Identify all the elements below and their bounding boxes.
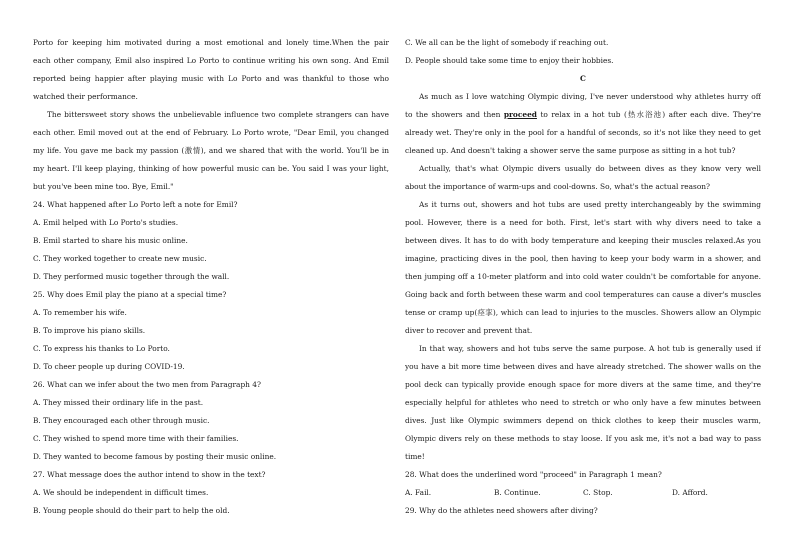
right-column — [405, 34, 761, 520]
text-line: reported being happier after playing music with Lo Porto and was thankful to those who — [33, 74, 389, 83]
section-heading: C — [580, 74, 586, 83]
text-line: Olympic divers rely on these methods to stay loose. If you ask me, it's not a bad way to pass — [405, 434, 761, 443]
text-line: In that way, showers and hot tubs serve the same purpose. A hot tub is generally used if — [419, 344, 761, 353]
question-27-option-a: A. We should be independent in difficult times. — [33, 488, 209, 497]
text-line: watched their performance. — [33, 92, 138, 101]
question-28-option-d: D. Afford. — [672, 488, 708, 497]
text-line-with-keyword — [405, 106, 761, 124]
text-line: each other company, Emil also inspired Lo Porto to continue writing his own song. And Emil — [33, 56, 389, 65]
text-line: imagine, practicing dives in the pool, then having to keep your body warm in a shower, and — [405, 254, 761, 263]
text-line: time! — [405, 452, 425, 461]
text-line: As it turns out, showers and hot tubs are used pretty interchangeably by the swimming — [419, 200, 761, 209]
text-fragment: to the showers and then — [405, 110, 504, 119]
question-28-stem: 28. What does the underlined word "proceed" in Paragraph 1 mean? — [405, 470, 662, 479]
question-24-option-c: C. They worked together to create new music. — [33, 254, 207, 263]
text-line: pool deck can typically provide enough space for more divers at the same time, and they're — [405, 380, 761, 389]
question-27-option-d: D. People should take some time to enjoy their hobbies. — [405, 56, 614, 65]
text-line: but you've been mine too. Bye, Emil." — [33, 182, 174, 191]
text-line: you have a bit more time between dives and have already stretched. The shower walls on the — [405, 362, 761, 371]
question-25-option-a: A. To remember his wife. — [33, 308, 127, 317]
underlined-keyword: proceed — [503, 110, 537, 119]
question-26-stem: 26. What can we infer about the two men from Paragraph 4? — [33, 380, 261, 389]
text-line: pool. However, there is a need for both. First, let's start with why divers need to take a — [405, 218, 761, 227]
text-line: The bittersweet story shows the unbelievable influence two complete strangers can have — [47, 110, 389, 119]
question-24-option-d: D. They performed music together through the wall. — [33, 272, 230, 281]
text-line: Actually, that's what Olympic divers usually do between dives as they know very well — [419, 164, 761, 173]
question-26-option-d: D. They wanted to become famous by posting their music online. — [33, 452, 277, 461]
text-line: Going back and forth between these warm and cool temperatures can cause a diver's muscles — [405, 290, 761, 299]
question-28-option-c: C. Stop. — [583, 488, 613, 497]
text-line: Porto for keeping him motivated during a most emotional and lonely time.When the pair — [33, 38, 389, 47]
question-26-option-c: C. They wished to spend more time with their families. — [33, 434, 239, 443]
text-fragment: to relax in a hot tub (热水浴池) after each dive. They're — [536, 110, 761, 119]
question-28-option-b: B. Continue. — [494, 488, 541, 497]
text-line: about the importance of warm-ups and cool-downs. So, what's the actual reason? — [405, 182, 711, 191]
question-28-option-a: A. Fail. — [405, 488, 432, 497]
question-26-option-b: B. They encouraged each other through music. — [33, 416, 210, 425]
text-line: then jumping off a 10-meter platform and into cold water couldn't be comfortable for anyone. — [405, 272, 761, 281]
text-line: between dives. It has to do with body temperature and keeping their muscles relaxed.As you — [405, 236, 761, 245]
left-column — [33, 34, 389, 520]
question-25-option-b: B. To improve his piano skills. — [33, 326, 146, 335]
question-24-stem: 24. What happened after Lo Porto left a note for Emil? — [33, 200, 238, 209]
text-line: As much as I love watching Olympic diving, I've never understood why athletes hurry off — [419, 92, 761, 101]
text-line: cleaned up. And doesn't taking a shower serve the same purpose as sitting in a hot tub? — [405, 146, 736, 155]
question-29-stem: 29. Why do the athletes need showers after diving? — [405, 506, 598, 515]
text-line: dives. Just like Olympic swimmers depend on thick clothes to keep their muscles warm, — [405, 416, 761, 425]
question-27-option-b: B. Young people should do their part to help the old. — [33, 506, 230, 515]
question-24-option-b: B. Emil started to share his music online. — [33, 236, 188, 245]
text-line: diver to recover and prevent that. — [405, 326, 533, 335]
question-25-option-d: D. To cheer people up during COVID-19. — [33, 362, 185, 371]
question-25-stem: 25. Why does Emil play the piano at a special time? — [33, 290, 227, 299]
text-line: my life. You gave me back my passion (激情), and we shared that with the world. You'll be in — [33, 146, 389, 155]
question-27-option-c: C. We all can be the light of somebody if reaching out. — [405, 38, 609, 47]
text-line: tense or cramp up(痉挛), which can lead to injuries to the muscles. Showers allow an Olympic — [405, 308, 761, 317]
text-line: especially helpful for athletes who need to stretch or who only have a few minutes between — [405, 398, 761, 407]
question-24-option-a: A. Emil helped with Lo Porto's studies. — [33, 218, 179, 227]
question-28-options — [405, 484, 761, 502]
question-27-stem: 27. What message does the author intend to show in the text? — [33, 470, 266, 479]
question-25-option-c: C. To express his thanks to Lo Porto. — [33, 344, 170, 353]
question-26-option-a: A. They missed their ordinary life in the past. — [33, 398, 204, 407]
text-line: each other. Emil moved out at the end of February. Lo Porto wrote, "Dear Emil, you changed — [33, 128, 389, 137]
text-line: already wet. They're only in the pool for a handful of seconds, so it's not like they need to get — [405, 128, 761, 137]
text-line: my heart. I'll keep playing, thinking of how powerful music can be. You said I was your light, — [33, 164, 389, 173]
